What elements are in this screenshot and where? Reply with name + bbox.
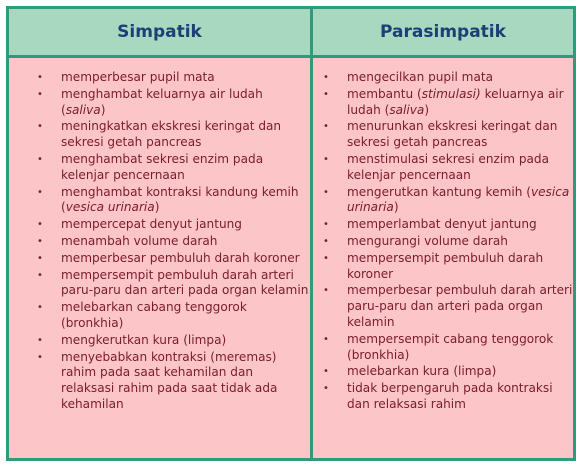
header-simpatik-label: Simpatik [117, 22, 202, 42]
bullet-icon: • [323, 285, 329, 297]
simpatik-item [37, 152, 310, 184]
item-text: melebarkan kura (limpa) [347, 364, 497, 379]
item-text-italic: vesica urinaria [347, 184, 570, 215]
item-text: memperbesar pembuluh darah arteri paru-paru dan arteri pada organ kelamin [347, 283, 573, 329]
parasimpatik-item [323, 70, 573, 86]
bullet-icon: • [323, 235, 329, 247]
item-text-italic: saliva [65, 102, 101, 117]
simpatik-column [9, 58, 310, 458]
header-simpatik [9, 9, 310, 55]
item-text: mengecilkan pupil mata [347, 70, 494, 84]
bullet-icon: • [37, 302, 43, 314]
item-text: meningkatkan ekskresi keringat dan sekresi getah pancreas [61, 119, 282, 150]
simpatik-item [37, 70, 310, 86]
bullet-icon: • [323, 333, 329, 345]
bullet-icon: • [323, 72, 329, 83]
simpatik-item [37, 333, 310, 349]
item-text-italic: vesica urinaria [65, 200, 155, 215]
parasimpatik-item [323, 381, 573, 413]
parasimpatik-item [323, 332, 573, 364]
parasimpatik-item [323, 87, 573, 119]
item-text: menambah volume darah [61, 233, 218, 248]
item-text: keluarnya air ludah ( [347, 86, 564, 117]
item-text: ) [154, 200, 160, 215]
item-text: menurunkan ekskresi keringat dan sekresi getah pancreas [347, 119, 558, 150]
item-text: menstimulasi sekresi enzim pada kelenjar pencernaan [347, 151, 550, 182]
item-text: menghambat kontraksi kandung kemih ( [61, 184, 299, 215]
header-parasimpatik [313, 9, 573, 55]
bullet-icon: • [323, 121, 329, 133]
simpatik-item [37, 119, 310, 151]
item-text: memperbesar pembuluh darah koroner [61, 250, 300, 265]
bullet-icon: • [37, 351, 43, 363]
parasimpatik-item [323, 152, 573, 184]
simpatik-list [37, 70, 310, 413]
item-text: ) [424, 102, 430, 117]
item-text: mempercepat denyut jantung [61, 217, 242, 232]
bullet-icon: • [37, 219, 43, 231]
bullet-icon: • [323, 186, 329, 198]
parasimpatik-item [323, 251, 573, 283]
simpatik-item [37, 185, 310, 217]
item-text: membantu ( [347, 86, 422, 101]
bullet-icon: • [37, 252, 43, 264]
header-parasimpatik-label: Parasimpatik [380, 22, 506, 42]
simpatik-item [37, 251, 310, 267]
item-text: menyebabkan kontraksi (meremas) rahim pada saat kehamilan dan relaksasi rahim pada saat tidak ada kehamilan [61, 349, 278, 411]
item-text: mempersempit cabang tenggorok (bronkhia) [347, 331, 554, 362]
parasimpatik-column [313, 58, 573, 458]
bullet-icon: • [37, 269, 43, 281]
item-text: melebarkan cabang tenggorok (bronkhia) [61, 300, 247, 330]
simpatik-item [37, 217, 310, 233]
item-text: menghambat keluarnya air ludah ( [61, 86, 263, 117]
bullet-icon: • [323, 88, 329, 100]
item-text: memperlambat denyut jantung [347, 217, 537, 232]
item-text: ) [393, 200, 399, 215]
simpatik-item [37, 234, 310, 250]
parasimpatik-item [323, 185, 573, 217]
parasimpatik-item [323, 364, 573, 380]
bullet-icon: • [323, 366, 329, 378]
simpatik-item [37, 268, 310, 300]
bullet-icon: • [323, 252, 329, 264]
bullet-icon: • [37, 72, 43, 83]
parasimpatik-item [323, 283, 573, 330]
item-text: mempersempit pembuluh darah arteri paru-paru dan arteri pada organ kelamin [61, 267, 309, 298]
item-text: mempersempit pembuluh darah koroner [347, 250, 544, 281]
bullet-icon: • [37, 88, 43, 100]
item-text: mengkerutkan kura (limpa) [61, 332, 227, 347]
parasimpatik-item [323, 217, 573, 233]
simpatik-item [37, 350, 310, 413]
item-text: menghambat sekresi enzim pada kelenjar pencernaan [61, 151, 264, 182]
bullet-icon: • [323, 153, 329, 165]
simpatik-item [37, 300, 310, 332]
comparison-table [6, 6, 576, 461]
parasimpatik-item [323, 234, 573, 250]
bullet-icon: • [37, 121, 43, 133]
item-text: mengerutkan kantung kemih ( [347, 184, 531, 199]
bullet-icon: • [37, 186, 43, 198]
item-text: ) [100, 102, 106, 117]
simpatik-item [37, 87, 310, 119]
bullet-icon: • [323, 219, 329, 231]
parasimpatik-list [323, 70, 573, 413]
bullet-icon: • [37, 153, 43, 165]
item-text: mengurangi volume darah [347, 233, 508, 248]
bullet-icon: • [37, 334, 43, 346]
item-text-italic: saliva [389, 102, 425, 117]
parasimpatik-item [323, 119, 573, 151]
item-text: tidak berpengaruh pada kontraksi dan relaksasi rahim [347, 381, 553, 411]
bullet-icon: • [323, 383, 329, 395]
item-text-italic: stimulasi) [421, 86, 481, 101]
bullet-icon: • [37, 235, 43, 247]
item-text: memperbesar pupil mata [61, 70, 215, 84]
